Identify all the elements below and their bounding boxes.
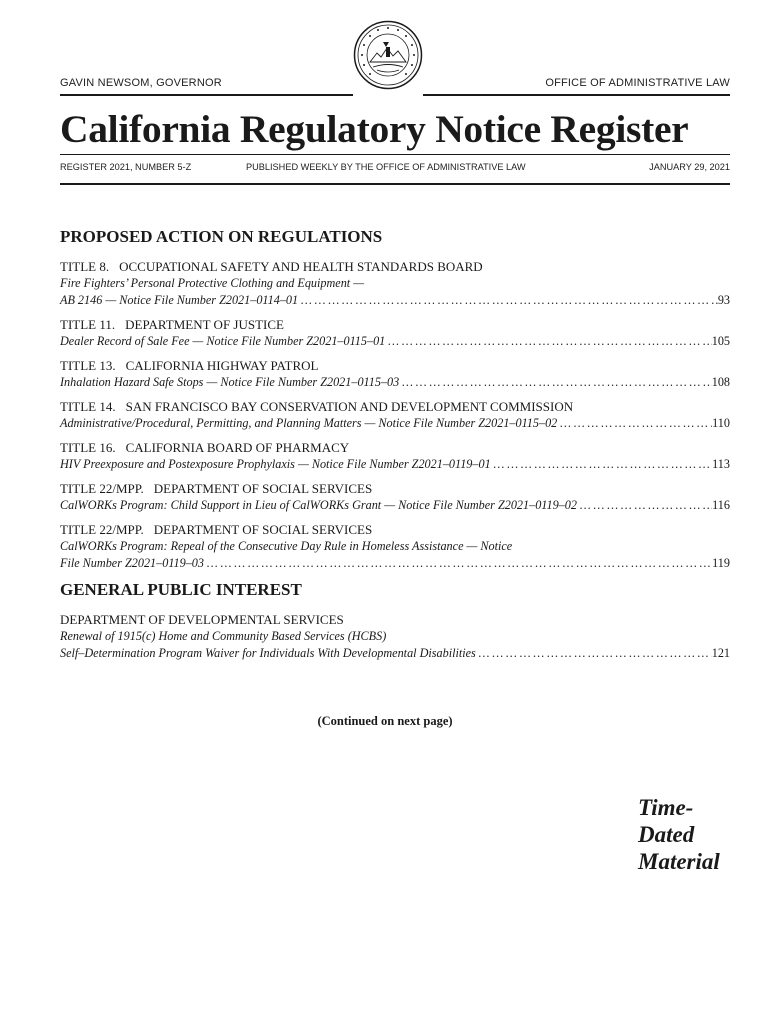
toc-entry[interactable] xyxy=(60,480,730,514)
title-number: TITLE 8. xyxy=(60,259,110,274)
dot-leader xyxy=(298,292,718,309)
continued-note: (Continued on next page) xyxy=(317,714,453,728)
dot-leader xyxy=(476,645,712,662)
entry-title-line xyxy=(60,521,730,538)
entry-dept-line: DEPARTMENT OF DEVELOPMENTAL SERVICES xyxy=(60,612,344,627)
entry-leader-line xyxy=(60,456,730,473)
dot-leader xyxy=(385,333,711,350)
top-rule-left xyxy=(60,94,353,96)
entry-title-line xyxy=(60,258,730,275)
page-number: 121 xyxy=(711,646,730,660)
title-number: TITLE 16. xyxy=(60,440,116,455)
entry-leader-line xyxy=(60,415,730,432)
toc-entry[interactable] xyxy=(60,439,730,473)
entry-title-line xyxy=(60,357,730,374)
toc-entry[interactable] xyxy=(60,398,730,432)
time-dated-line: Material xyxy=(638,849,720,874)
governor-label: GAVIN NEWSOM, GOVERNOR xyxy=(60,77,222,89)
time-dated-line: Time- xyxy=(638,795,694,820)
section-heading-general: GENERAL PUBLIC INTEREST xyxy=(60,580,302,599)
issue-info-row xyxy=(60,162,730,176)
entry-leader-line xyxy=(60,333,730,350)
toc-entry[interactable] xyxy=(60,611,730,662)
entry-notice-text: HIV Preexposure and Postexposure Prophylaxis — Notice File Number Z2021–0119–01 xyxy=(60,457,491,471)
table-of-contents xyxy=(60,226,730,669)
published-line: PUBLISHED WEEKLY BY THE OFFICE OF ADMINISTRATIVE LAW xyxy=(246,162,526,172)
title-number: TITLE 13. xyxy=(60,358,116,373)
entry-notice-text: Inhalation Hazard Safe Stops — Notice File Number Z2021–0115–03 xyxy=(60,375,400,389)
entry-description: Renewal of 1915(c) Home and Community Based Services (HCBS) xyxy=(60,629,387,643)
agency-name: DEPARTMENT OF JUSTICE xyxy=(125,317,284,332)
agency-name: DEPARTMENT OF SOCIAL SERVICES xyxy=(153,522,373,537)
page-number: 93 xyxy=(717,293,730,307)
agency-name: DEPARTMENT OF SOCIAL SERVICES xyxy=(153,481,373,496)
page-number: 116 xyxy=(712,498,730,512)
entry-notice-text: File Number Z2021–0119–03 xyxy=(60,556,204,570)
entry-description: Fire Fighters’ Personal Protective Clothing and Equipment — xyxy=(60,276,365,290)
entry-leader-line xyxy=(60,374,730,391)
entry-title-line xyxy=(60,439,730,456)
entry-title-line xyxy=(60,398,730,415)
page-number: 119 xyxy=(712,556,730,570)
dot-leader xyxy=(204,555,712,572)
time-dated-material xyxy=(638,794,720,875)
toc-entry[interactable] xyxy=(60,316,730,350)
header-bottom-rule xyxy=(60,183,730,185)
entry-leader-line xyxy=(60,292,730,309)
entry-notice-text: Self–Determination Program Waiver for Individuals With Developmental Disabilities xyxy=(60,646,476,660)
time-dated-line: Dated xyxy=(638,822,695,847)
entry-title-line xyxy=(60,316,730,333)
agency-name: OCCUPATIONAL SAFETY AND HEALTH STANDARDS BOARD xyxy=(119,259,483,274)
entry-notice-text: Administrative/Procedural, Permitting, and Planning Matters — Notice File Number Z2021–0115–02 xyxy=(60,416,558,430)
entry-leader-line xyxy=(60,555,730,572)
agency-name: CALIFORNIA BOARD OF PHARMACY xyxy=(125,440,350,455)
top-rule-right xyxy=(423,94,730,96)
toc-entry[interactable] xyxy=(60,521,730,572)
title-number: TITLE 14. xyxy=(60,399,116,414)
page-number: 105 xyxy=(711,334,730,348)
entry-notice-text: CalWORKs Program: Child Support in Lieu of CalWORKs Grant — Notice File Number Z2021–0119–02 xyxy=(60,498,577,512)
page-number: 113 xyxy=(712,457,730,471)
agency-name: SAN FRANCISCO BAY CONSERVATION AND DEVELOPMENT COMMISSION xyxy=(125,399,574,414)
dot-leader xyxy=(557,415,712,432)
entry-title-line xyxy=(60,480,730,497)
page-number: 108 xyxy=(711,375,730,389)
section-heading-proposed: PROPOSED ACTION ON REGULATIONS xyxy=(60,227,383,246)
office-label: OFFICE OF ADMINISTRATIVE LAW xyxy=(545,77,730,89)
entry-notice-text: Dealer Record of Sale Fee — Notice File Number Z2021–0115–01 xyxy=(60,334,386,348)
title-number: TITLE 11. xyxy=(60,317,116,332)
agency-name: CALIFORNIA HIGHWAY PATROL xyxy=(125,358,319,373)
masthead-title: California Regulatory Notice Register xyxy=(60,107,689,151)
entry-leader-line xyxy=(60,645,730,662)
dot-leader xyxy=(577,497,712,514)
register-number: REGISTER 2021, NUMBER 5-Z xyxy=(60,162,192,172)
page-number: 110 xyxy=(712,416,730,430)
entry-notice-text: AB 2146 — Notice File Number Z2021–0114–01 xyxy=(60,293,299,307)
title-number: TITLE 22/MPP. xyxy=(60,522,144,537)
dot-leader xyxy=(399,374,712,391)
entry-leader-line xyxy=(60,497,730,514)
toc-entry[interactable] xyxy=(60,357,730,391)
entry-description: CalWORKs Program: Repeal of the Consecutive Day Rule in Homeless Assistance — Notice xyxy=(60,539,513,553)
masthead-rule xyxy=(60,154,730,155)
toc-entry[interactable] xyxy=(60,258,730,309)
dot-leader xyxy=(491,456,712,473)
title-number: TITLE 22/MPP. xyxy=(60,481,144,496)
issue-date: JANUARY 29, 2021 xyxy=(649,162,730,172)
